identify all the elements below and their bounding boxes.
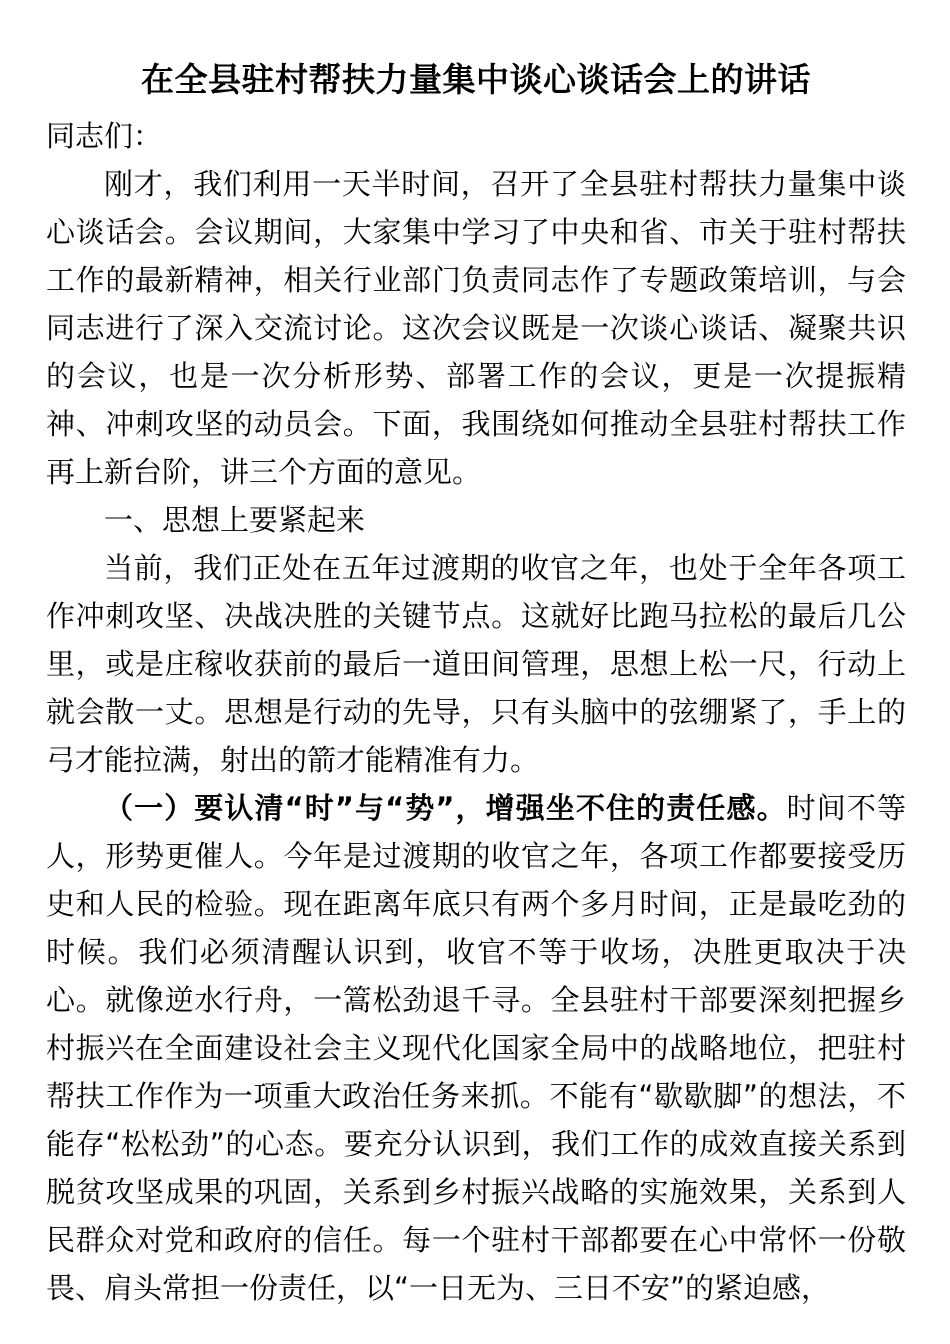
paragraph-opening: 刚才，我们利用一天半时间，召开了全县驻村帮扶力量集中谈心谈话会。会议期间，大家集中学习了中央和省、市关于驻村帮扶工作的最新精神，相关行业部门负责同志作了专题政策培训，与会同志进行了深入交流讨论。这次会议既是一次谈心谈话、凝聚共识的会议，也是一次分析形势、部署工作的会议，更是一次提振精神、冲刺攻坚的动员会。下面，我围绕如何推动全县驻村帮扶工作再上新台阶，讲三个方面的意见。 bbox=[46, 167, 906, 489]
section-heading-1: 一、思想上要紧起来 bbox=[104, 503, 366, 537]
paragraph-section-1-1: 当前，我们正处在五年过渡期的收官之年，也处于全年各项工作冲刺攻坚、决战决胜的关键节点。这就好比跑马拉松的最后几公里，或是庄稼收获前的最后一道田间管理，思想上松一尺，行动上就会散一丈。思想是行动的先导，只有头脑中的弦绷紧了，手上的弓才能拉满，射出的箭才能精准有力。 bbox=[46, 551, 906, 777]
paragraph-section-1-sub-1 bbox=[46, 784, 906, 1312]
subsection-body-1: 时间不等人，形势更催人。今年是过渡期的收官之年，各项工作都要接受历史和人民的检验。现在距离年底只有两个多月时间，正是最吃劲的时候。我们必须清醒认识到，收官不等于收场，决胜更取决于决心。就像逆水行舟，一篙松劲退千寻。全县驻村干部要深刻把握乡村振兴在全面建设社会主义现代化国家全局中的战略地位，把驻村帮扶工作作为一项重大政治任务来抓。不能有“歇歇脚”的想法，不能存“松松劲”的心态。要充分认识到，我们工作的成效直接关系到脱贫攻坚成果的巩固，关系到乡村振兴战略的实施效果，关系到人民群众对党和政府的信任。每一个驻村干部都要在心中常怀一份敬畏、肩头常担一份责任，以“一日无为、三日不安”的紧迫感， bbox=[46, 791, 906, 1305]
salutation: 同志们： bbox=[46, 119, 163, 153]
document-body bbox=[46, 0, 906, 1312]
subsection-heading-1: （一）要认清“时”与“势”，增强坐不住的责任感。 bbox=[104, 791, 787, 825]
page-title: 在全县驻村帮扶力量集中谈心谈话会上的讲话 bbox=[141, 60, 811, 99]
